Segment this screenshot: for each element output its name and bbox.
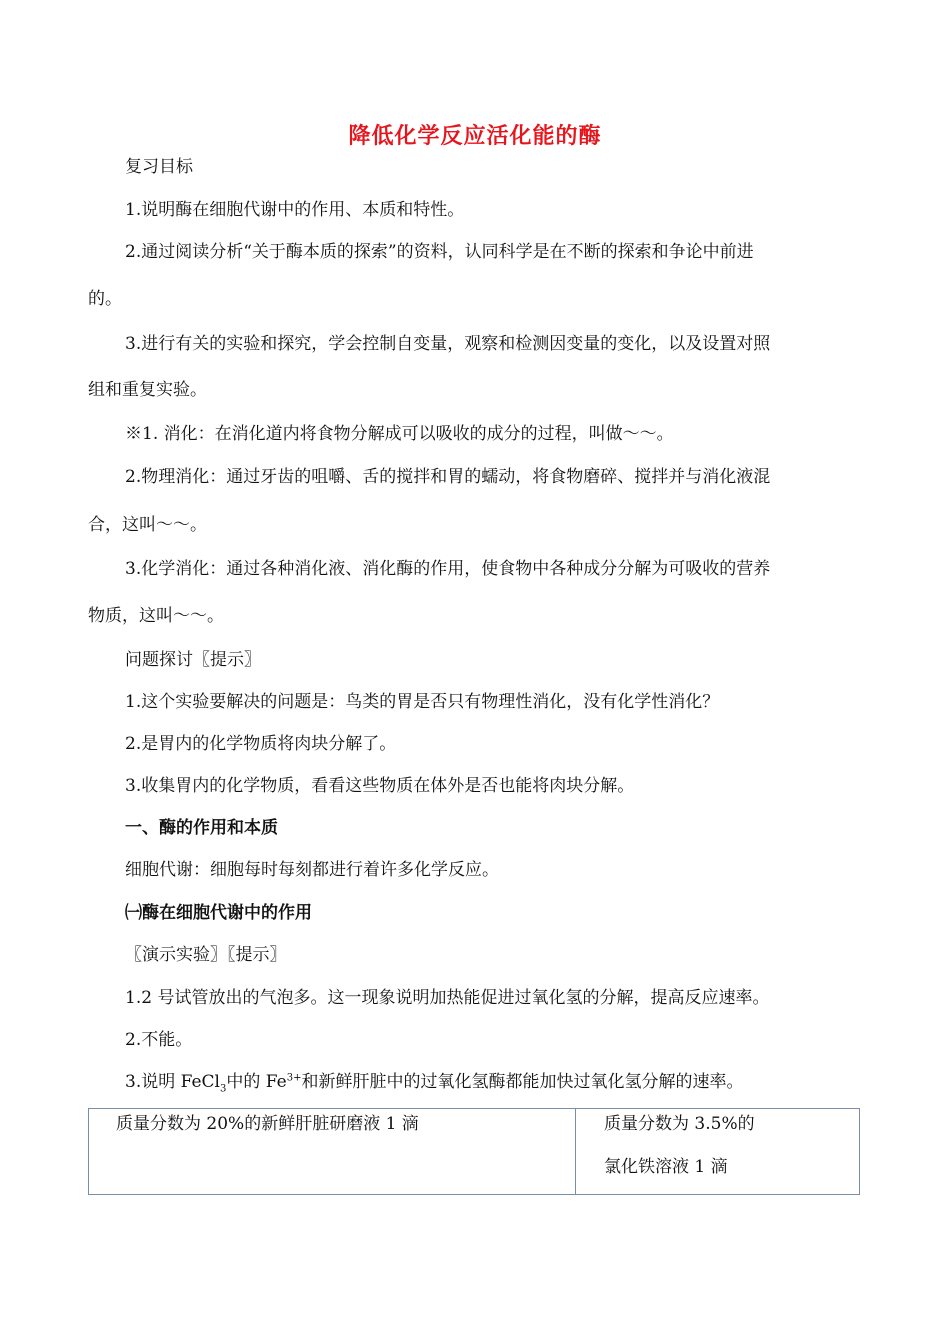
note-chemical-digestion-cont: 物质，这叫～～。 — [88, 606, 224, 626]
problem-item-3: 3.收集胃内的化学物质，看看这些物质在体外是否也能将肉块分解。 — [125, 776, 635, 796]
note-physical-digestion: 2.物理消化：通过牙齿的咀嚼、舌的搅拌和胃的蠕动，将食物磨碎、搅拌并与消化液混 — [125, 467, 771, 487]
superscript-3plus: 3+ — [286, 1072, 302, 1084]
review-goal-3-cont: 组和重复实验。 — [88, 380, 207, 400]
table-cell-fecl3-line1: 质量分数为 3.5%的 — [604, 1114, 755, 1134]
note-chemical-digestion: 3.化学消化：通过各种消化液、消化酶的作用，使食物中各种成分分解为可吸收的营养 — [125, 559, 771, 579]
problem-item-2: 2.是胃内的化学物质将肉块分解了。 — [125, 734, 397, 754]
note-physical-digestion-cont: 合，这叫～～。 — [88, 515, 207, 535]
section-heading-enzyme: 一、酶的作用和本质 — [125, 818, 278, 838]
demo-item-2: 2.不能。 — [125, 1030, 193, 1050]
note-digestion: ※1. 消化：在消化道内将食物分解成可以吸收的成分的过程，叫做～～。 — [125, 424, 674, 444]
demo-item-1: 1.2 号试管放出的气泡多。这一现象说明加热能促进过氧化氢的分解，提高反应速率。 — [125, 988, 770, 1008]
subsection-heading: ㈠酶在细胞代谢中的作用 — [125, 903, 312, 923]
demo-heading: 〖演示实验〗〖提示〗 — [125, 945, 287, 965]
demo-item-3-post: 和新鲜肝脏中的过氧化氢酶都能加快过氧化氢分解的速率。 — [301, 1072, 744, 1092]
review-goal-1: 1.说明酶在细胞代谢中的作用、本质和特性。 — [125, 200, 465, 220]
table-cell-fecl3-line2: 氯化铁溶液 1 滴 — [604, 1157, 728, 1177]
table-cell-liver: 质量分数为 20%的新鲜肝脏研磨液 1 滴 — [116, 1114, 419, 1134]
reagent-table — [88, 1108, 860, 1195]
subscript-3: 3 — [220, 1083, 227, 1095]
problem-heading: 问题探讨〖提示〗 — [125, 650, 261, 670]
metabolism-definition: 细胞代谢：细胞每时每刻都进行着许多化学反应。 — [125, 860, 499, 880]
demo-item-3-mid: 中的 Fe — [226, 1072, 287, 1092]
review-goal-3: 3.进行有关的实验和探究，学会控制自变量，观察和检测因变量的变化，以及设置对照 — [125, 334, 771, 354]
review-goal-2-cont: 的。 — [88, 289, 122, 309]
problem-item-1: 1.这个实验要解决的问题是：鸟类的胃是否只有物理性消化，没有化学性消化？ — [125, 692, 720, 712]
demo-item-3 — [125, 1070, 743, 1094]
table-divider — [575, 1109, 576, 1194]
document-title: 降低化学反应活化能的酶 — [348, 124, 602, 149]
review-heading: 复习目标 — [125, 157, 193, 177]
review-goal-2: 2.通过阅读分析“关于酶本质的探索”的资料，认同科学是在不断的探索和争论中前进 — [125, 242, 754, 262]
demo-item-3-pre: 3.说明 FeCl — [125, 1072, 220, 1092]
